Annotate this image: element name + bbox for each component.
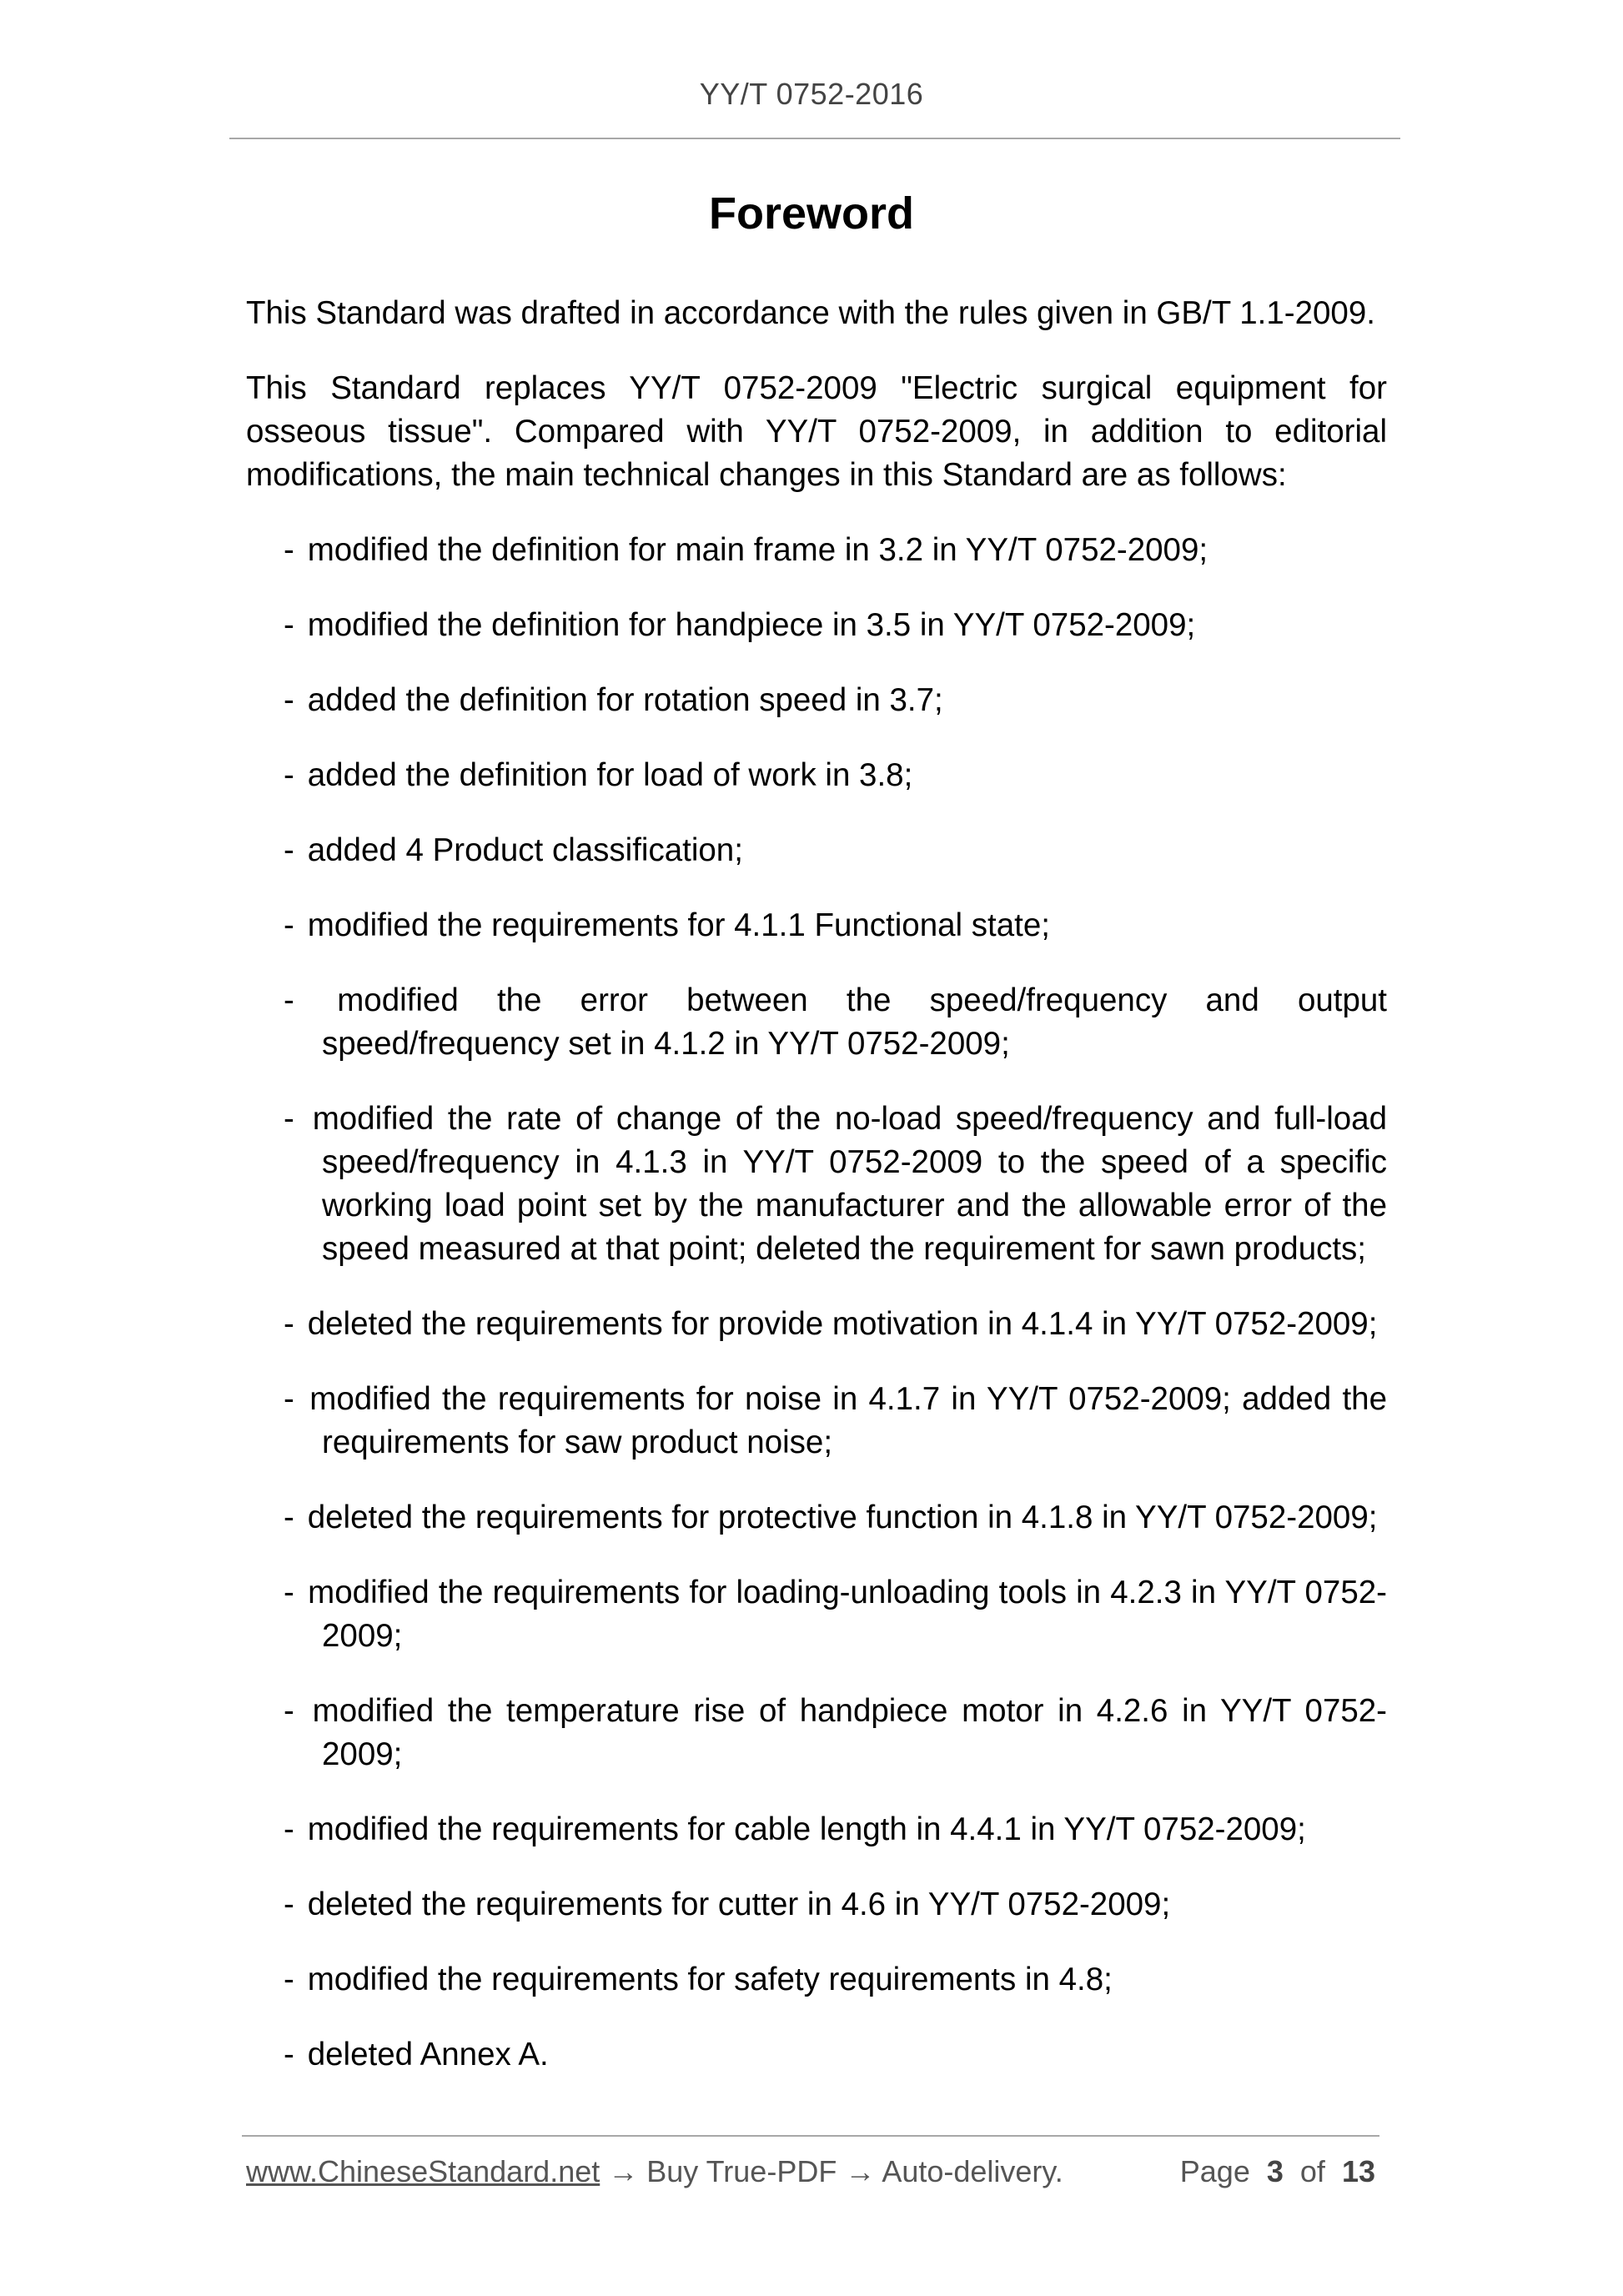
footer-promo-text: → Buy True-PDF → Auto-delivery.: [600, 2154, 1063, 2188]
list-item-text: added the definition for load of work in 3.8;: [307, 757, 913, 793]
page-title: Foreword: [708, 188, 914, 239]
list-item-text: deleted the requirements for provide motivation in 4.1.4 in YY/T 0752-2009;: [307, 1306, 1378, 1342]
list-dash: -: [284, 1500, 294, 1535]
list-item-text: deleted Annex A.: [307, 2037, 549, 2072]
list-item: [284, 1098, 1387, 1271]
page-current: 3: [1266, 2154, 1284, 2188]
list-item: [284, 1496, 1387, 1540]
list-item-text: modified the requirements for noise in 4.1.7 in YY/T 0752-2009; added the requirements for saw product noise;: [309, 1381, 1387, 1460]
list-item-text: modified the requirements for safety requirements in 4.8;: [307, 1962, 1113, 1997]
list-dash: -: [284, 1306, 294, 1342]
list-dash: -: [284, 1693, 294, 1729]
list-item-text: deleted the requirements for protective function in 4.1.8 in YY/T 0752-2009;: [307, 1500, 1378, 1535]
list-item-text: modified the definition for handpiece in 3.5 in YY/T 0752-2009;: [307, 607, 1196, 643]
list-item-text: added the definition for rotation speed in 3.7;: [307, 682, 943, 718]
list-item-text: modified the definition for main frame in 3.2 in YY/T 0752-2009;: [307, 532, 1208, 568]
paragraph-drafting-rules: This Standard was drafted in accordance with the rules given in GB/T 1.1-2009.: [246, 295, 1375, 331]
list-dash: -: [284, 1811, 294, 1847]
list-item: [284, 1690, 1387, 1776]
list-dash: -: [284, 532, 294, 568]
list-dash: -: [284, 682, 294, 718]
document-body: [246, 292, 1387, 2108]
list-item: [284, 754, 1387, 797]
list-item-text: modified the requirements for loading-unloading tools in 4.2.3 in YY/T 0752-2009;: [308, 1575, 1387, 1654]
list-item: [284, 1958, 1387, 2002]
changes-list: [246, 529, 1387, 2077]
list-item: [284, 979, 1387, 1066]
list-item: [284, 604, 1387, 647]
footer-divider: [242, 2135, 1379, 2137]
list-dash: -: [284, 2037, 294, 2072]
list-item-text: modified the rate of change of the no-load speed/frequency and full-load speed/frequency in 4.1.3 in YY/T 0752-2009 to the speed of a specific working load point set by the manufacturer and the allowable error of the speed measured at that point; deleted the requirement for sawn products;: [312, 1101, 1388, 1267]
list-item-text: added 4 Product classification;: [307, 832, 743, 868]
list-item-text: modified the temperature rise of handpiece motor in 4.2.6 in YY/T 0752-2009;: [312, 1693, 1388, 1772]
header-divider: [229, 138, 1400, 139]
paragraph-replacement: This Standard replaces YY/T 0752-2009 "Electric surgical equipment for osseous tissue". Compared with YY/T 0752-2009, in addition to editorial modifications, the main technical changes in this Standard are as follows:: [246, 370, 1387, 493]
list-item: [284, 1571, 1387, 1658]
page-indicator: [1180, 2154, 1375, 2189]
list-item-text: modified the requirements for cable length in 4.4.1 in YY/T 0752-2009;: [307, 1811, 1306, 1847]
list-item: [284, 1378, 1387, 1465]
list-dash: -: [284, 1962, 294, 1997]
list-dash: -: [284, 1101, 294, 1137]
list-dash: -: [284, 982, 294, 1018]
list-item: [284, 2033, 1387, 2077]
footer-promo: [246, 2154, 1063, 2189]
list-item-text: deleted the requirements for cutter in 4.6 in YY/T 0752-2009;: [307, 1887, 1171, 1922]
running-header: YY/T 0752-2016: [699, 77, 924, 111]
list-item-text: modified the requirements for 4.1.1 Functional state;: [307, 907, 1050, 943]
list-item: [284, 529, 1387, 572]
website-link[interactable]: www.ChineseStandard.net: [246, 2154, 600, 2188]
list-dash: -: [284, 832, 294, 868]
page-total: 13: [1341, 2154, 1375, 2188]
list-dash: -: [284, 907, 294, 943]
page-of-label: of: [1299, 2154, 1325, 2188]
page-label: Page: [1179, 2154, 1250, 2188]
list-dash: -: [284, 1381, 294, 1417]
list-item: [284, 1303, 1387, 1346]
list-item: [284, 1808, 1387, 1851]
list-item: [284, 1883, 1387, 1927]
list-item: [284, 679, 1387, 722]
list-item: [284, 829, 1387, 872]
list-item-text: modified the error between the speed/frequency and output speed/frequency set in 4.1.2 in YY/T 0752-2009;: [322, 982, 1388, 1062]
list-item: [284, 904, 1387, 947]
list-dash: -: [284, 607, 294, 643]
list-dash: -: [284, 757, 294, 793]
list-dash: -: [284, 1575, 294, 1610]
list-dash: -: [284, 1887, 294, 1922]
